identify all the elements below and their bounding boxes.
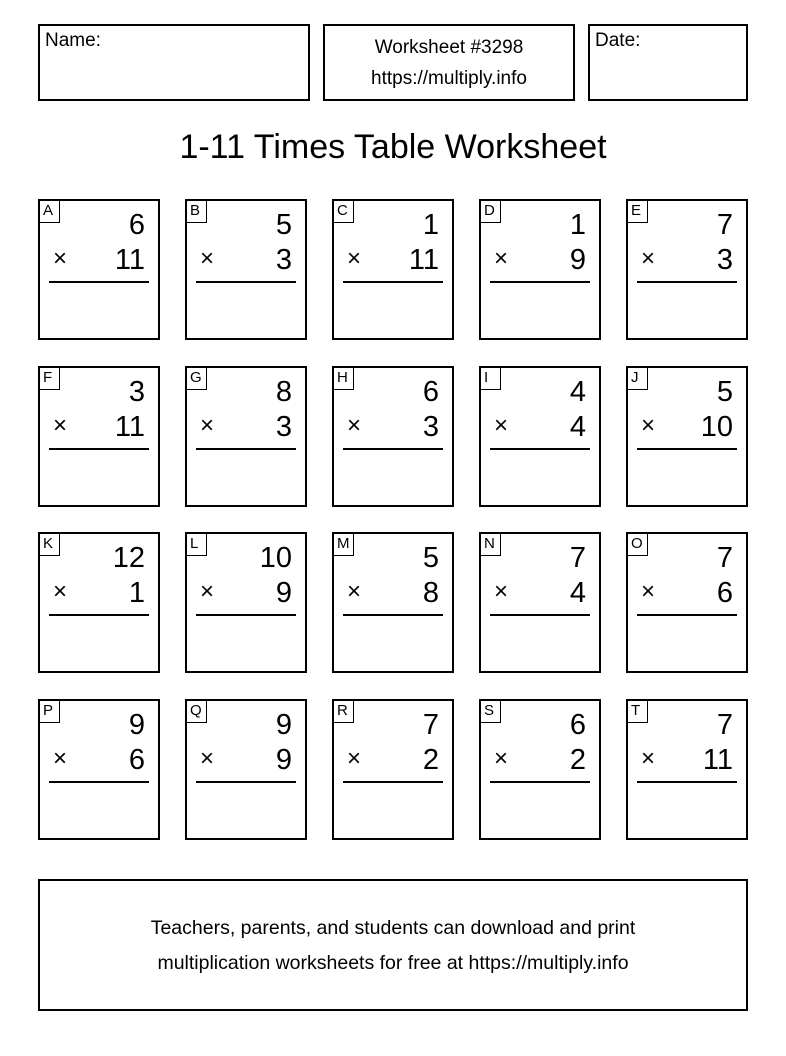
name-field-box xyxy=(38,24,310,101)
answer-rule xyxy=(49,614,149,616)
multiplicand: 7 xyxy=(569,542,586,574)
multiplicand: 6 xyxy=(422,376,439,408)
problem-letter: C xyxy=(334,201,354,223)
times-sign: × xyxy=(494,245,509,272)
multiplier: 9 xyxy=(275,577,292,609)
multiplier: 4 xyxy=(569,411,586,443)
page-title: 1-11 Times Table Worksheet xyxy=(179,128,607,166)
problem-card xyxy=(479,532,601,673)
problem-letter: L xyxy=(187,534,207,556)
times-sign: × xyxy=(494,745,509,772)
multiplier: 11 xyxy=(114,411,145,443)
answer-rule xyxy=(343,614,443,616)
problem-letter: O xyxy=(628,534,648,556)
problem-letter: Q xyxy=(187,701,207,723)
multiplier: 3 xyxy=(275,244,292,276)
times-sign: × xyxy=(494,578,509,605)
problem-card xyxy=(185,199,307,340)
date-field-box xyxy=(588,24,748,101)
answer-rule xyxy=(49,781,149,783)
multiplicand: 5 xyxy=(716,376,733,408)
times-sign: × xyxy=(641,578,656,605)
times-sign: × xyxy=(347,578,362,605)
worksheet-url: https://multiply.info xyxy=(371,68,527,89)
problem-card xyxy=(332,366,454,507)
problem-card xyxy=(185,366,307,507)
answer-rule xyxy=(196,614,296,616)
problem-letter: E xyxy=(628,201,648,223)
multiplicand: 6 xyxy=(569,709,586,741)
multiplier: 2 xyxy=(569,744,586,776)
problem-card xyxy=(185,532,307,673)
problem-card xyxy=(626,699,748,840)
answer-rule xyxy=(637,281,737,283)
multiplicand: 1 xyxy=(569,209,586,241)
answer-rule xyxy=(196,781,296,783)
problem-card xyxy=(38,366,160,507)
answer-rule xyxy=(196,448,296,450)
multiplicand: 7 xyxy=(716,542,733,574)
problem-letter: J xyxy=(628,368,648,390)
problem-letter: I xyxy=(481,368,501,390)
times-sign: × xyxy=(53,745,68,772)
multiplier: 9 xyxy=(275,744,292,776)
multiplicand: 3 xyxy=(128,376,145,408)
multiplicand: 5 xyxy=(422,542,439,574)
multiplicand: 4 xyxy=(569,376,586,408)
problem-card xyxy=(479,199,601,340)
problem-letter: H xyxy=(334,368,354,390)
worksheet-number: Worksheet #3298 xyxy=(374,37,524,58)
problem-letter: S xyxy=(481,701,501,723)
name-label: Name: xyxy=(45,30,101,51)
multiplier: 11 xyxy=(702,744,733,776)
problem-letter: N xyxy=(481,534,501,556)
multiplicand: 1 xyxy=(422,209,439,241)
times-sign: × xyxy=(200,245,215,272)
multiplier: 9 xyxy=(569,244,586,276)
times-sign: × xyxy=(200,578,215,605)
multiplier: 6 xyxy=(128,744,145,776)
problem-card xyxy=(185,699,307,840)
answer-rule xyxy=(637,614,737,616)
answer-rule xyxy=(343,448,443,450)
answer-rule xyxy=(196,281,296,283)
multiplier: 11 xyxy=(114,244,145,276)
problem-card xyxy=(626,532,748,673)
problem-card xyxy=(479,699,601,840)
multiplier: 6 xyxy=(716,577,733,609)
answer-rule xyxy=(637,448,737,450)
problem-card xyxy=(38,532,160,673)
times-sign: × xyxy=(53,245,68,272)
times-sign: × xyxy=(347,745,362,772)
answer-rule xyxy=(49,448,149,450)
times-sign: × xyxy=(641,245,656,272)
multiplier: 11 xyxy=(408,244,439,276)
multiplier: 8 xyxy=(422,577,439,609)
problem-card xyxy=(626,199,748,340)
problem-card xyxy=(332,699,454,840)
footer-line-1: Teachers, parents, and students can download and print xyxy=(150,917,636,939)
problem-letter: R xyxy=(334,701,354,723)
multiplier: 3 xyxy=(716,244,733,276)
problem-letter: G xyxy=(187,368,207,390)
multiplicand: 12 xyxy=(112,542,145,574)
problem-card xyxy=(332,532,454,673)
problem-letter: K xyxy=(40,534,60,556)
problem-card xyxy=(38,699,160,840)
multiplicand: 7 xyxy=(716,209,733,241)
worksheet-info-box xyxy=(323,24,575,101)
times-sign: × xyxy=(200,412,215,439)
footer-line-2: multiplication worksheets for free at https://multiply.info xyxy=(157,952,629,974)
multiplier: 10 xyxy=(700,411,733,443)
answer-rule xyxy=(343,781,443,783)
times-sign: × xyxy=(641,412,656,439)
times-sign: × xyxy=(347,412,362,439)
multiplicand: 7 xyxy=(716,709,733,741)
times-sign: × xyxy=(641,745,656,772)
answer-rule xyxy=(490,281,590,283)
answer-rule xyxy=(490,448,590,450)
date-label: Date: xyxy=(595,30,641,51)
answer-rule xyxy=(490,781,590,783)
multiplier: 3 xyxy=(422,411,439,443)
multiplicand: 6 xyxy=(128,209,145,241)
times-sign: × xyxy=(53,412,68,439)
multiplicand: 9 xyxy=(275,709,292,741)
multiplier: 2 xyxy=(422,744,439,776)
times-sign: × xyxy=(200,745,215,772)
multiplicand: 9 xyxy=(128,709,145,741)
problem-letter: M xyxy=(334,534,354,556)
answer-rule xyxy=(637,781,737,783)
answer-rule xyxy=(49,281,149,283)
problem-letter: D xyxy=(481,201,501,223)
multiplier: 3 xyxy=(275,411,292,443)
problem-letter: T xyxy=(628,701,648,723)
multiplicand: 7 xyxy=(422,709,439,741)
problem-card xyxy=(38,199,160,340)
multiplicand: 5 xyxy=(275,209,292,241)
multiplier: 1 xyxy=(128,577,145,609)
problem-letter: A xyxy=(40,201,60,223)
multiplier: 4 xyxy=(569,577,586,609)
times-sign: × xyxy=(494,412,509,439)
problem-letter: B xyxy=(187,201,207,223)
answer-rule xyxy=(343,281,443,283)
problem-card xyxy=(626,366,748,507)
problem-card xyxy=(332,199,454,340)
times-sign: × xyxy=(347,245,362,272)
problem-letter: P xyxy=(40,701,60,723)
times-sign: × xyxy=(53,578,68,605)
problem-letter: F xyxy=(40,368,60,390)
problem-card xyxy=(479,366,601,507)
multiplicand: 8 xyxy=(275,376,292,408)
answer-rule xyxy=(490,614,590,616)
multiplicand: 10 xyxy=(259,542,292,574)
footer-box xyxy=(38,879,748,1011)
